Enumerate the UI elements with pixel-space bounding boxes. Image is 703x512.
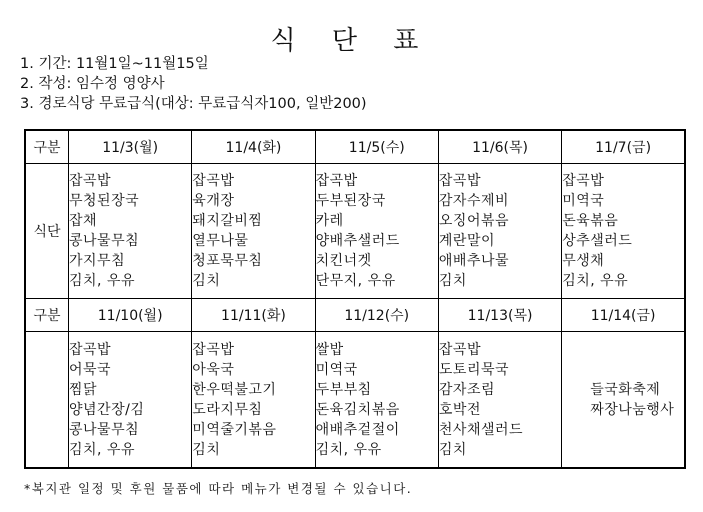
menu-item: 김치, 우유 [69, 273, 135, 290]
menu-item: 김치 [438, 441, 467, 458]
menu-item: 미역국 [315, 361, 358, 378]
menu-item: 잡곡밥 [192, 341, 235, 358]
menu-item: 애배추겉절이 [315, 421, 400, 438]
event-item: 짜장나눔행사 [590, 401, 675, 418]
menu-cell [69, 164, 192, 299]
menu-item: 가지무침 [69, 253, 126, 270]
menu-cell [315, 332, 438, 468]
menu-item: 돈육볶음 [562, 213, 619, 230]
menu-item: 김치, 우유 [562, 273, 629, 290]
menu-item: 잡곡밥 [315, 173, 358, 190]
day-header: 11/7(금) [562, 130, 685, 164]
footnote: *복지관 일정 및 후원 물품에 따라 메뉴가 변경될 수 있습니다. [24, 481, 413, 496]
menu-item: 잡곡밥 [69, 173, 112, 190]
menu-cell [438, 164, 561, 299]
menu-row-label: 식단 [25, 164, 69, 299]
menu-item: 김치 [192, 273, 221, 290]
event-item: 들국화축제 [590, 381, 661, 398]
menu-item: 찜닭 [69, 381, 98, 398]
menu-cell [315, 164, 438, 299]
menu-item: 어묵국 [69, 361, 112, 378]
week2-menu-row [25, 332, 685, 468]
menu-item: 두부부침 [315, 381, 372, 398]
menu-cell-event [562, 332, 685, 468]
day-header: 11/10(월) [69, 299, 192, 332]
day-header: 11/13(목) [438, 299, 561, 332]
day-header: 11/5(수) [315, 130, 438, 164]
week1-menu-row [25, 164, 685, 299]
menu-item: 김치 [192, 441, 221, 458]
info-author: 2. 작성: 임수정 영양사 [20, 76, 165, 92]
menu-item: 미역국 [562, 193, 605, 210]
info-list [20, 54, 367, 114]
menu-item: 아욱국 [192, 361, 235, 378]
week2-header-row [25, 299, 685, 332]
menu-item: 김치, 우유 [69, 441, 135, 458]
menu-item: 무청된장국 [69, 193, 140, 210]
menu-item: 도토리묵국 [438, 361, 510, 378]
menu-item: 청포묵무침 [192, 253, 263, 270]
menu-item: 돼지갈비찜 [192, 213, 263, 230]
menu-item: 잡곡밥 [562, 173, 605, 190]
menu-item: 오징어볶음 [438, 213, 510, 230]
menu-cell [69, 332, 192, 468]
day-header: 11/3(월) [69, 130, 192, 164]
menu-item: 양배추샐러드 [315, 233, 400, 250]
menu-item: 두부된장국 [315, 193, 386, 210]
menu-item: 천사채샐러드 [438, 421, 524, 438]
menu-cell [562, 164, 685, 299]
menu-item: 한우떡불고기 [192, 381, 277, 398]
menu-item: 호박전 [438, 401, 481, 418]
menu-item: 단무지, 우유 [315, 273, 396, 290]
menu-item: 육개장 [192, 193, 235, 210]
menu-item: 카레 [315, 213, 344, 230]
menu-cell [192, 164, 315, 299]
menu-item: 돈육김치볶음 [315, 401, 400, 418]
info-period: 1. 기간: 11월1일~11월15일 [20, 56, 209, 72]
menu-item: 감자조림 [438, 381, 495, 398]
menu-item: 잡곡밥 [438, 341, 481, 358]
week1-header-row [25, 130, 685, 164]
menu-item: 콩나물무침 [69, 233, 140, 250]
menu-item: 잡곡밥 [192, 173, 235, 190]
day-header: 11/12(수) [315, 299, 438, 332]
week1-label: 구분 [25, 130, 69, 164]
menu-item: 계란말이 [438, 233, 495, 250]
menu-item: 잡곡밥 [69, 341, 112, 358]
menu-item: 콩나물무침 [69, 421, 140, 438]
menu-item: 상추샐러드 [562, 233, 633, 250]
menu-table [24, 129, 686, 469]
day-header: 11/11(화) [192, 299, 315, 332]
week2-label: 구분 [25, 299, 69, 332]
menu-item: 양념간장/김 [69, 401, 145, 418]
menu-item: 쌀밥 [315, 341, 344, 358]
menu-item: 치킨너겟 [315, 253, 372, 270]
menu-item: 잡곡밥 [438, 173, 481, 190]
menu-cell [192, 332, 315, 468]
menu-item: 감자수제비 [438, 193, 510, 210]
menu-item: 김치, 우유 [315, 441, 382, 458]
menu-cell [438, 332, 561, 468]
info-target: 3. 경로식당 무료급식(대상: 무료급식자100, 일반200) [20, 96, 367, 112]
menu-item: 도라지무침 [192, 401, 263, 418]
menu-item: 애배추나물 [438, 253, 510, 270]
day-header: 11/4(화) [192, 130, 315, 164]
menu-item: 미역줄기볶음 [192, 421, 277, 438]
menu-item: 무생채 [562, 253, 605, 270]
menu-item: 열무나물 [192, 233, 249, 250]
menu-row-label [25, 332, 69, 468]
day-header: 11/14(금) [562, 299, 685, 332]
menu-item: 잡채 [69, 213, 98, 230]
page-title: 식 단 표 [270, 26, 433, 56]
menu-item: 김치 [438, 273, 467, 290]
day-header: 11/6(목) [438, 130, 561, 164]
